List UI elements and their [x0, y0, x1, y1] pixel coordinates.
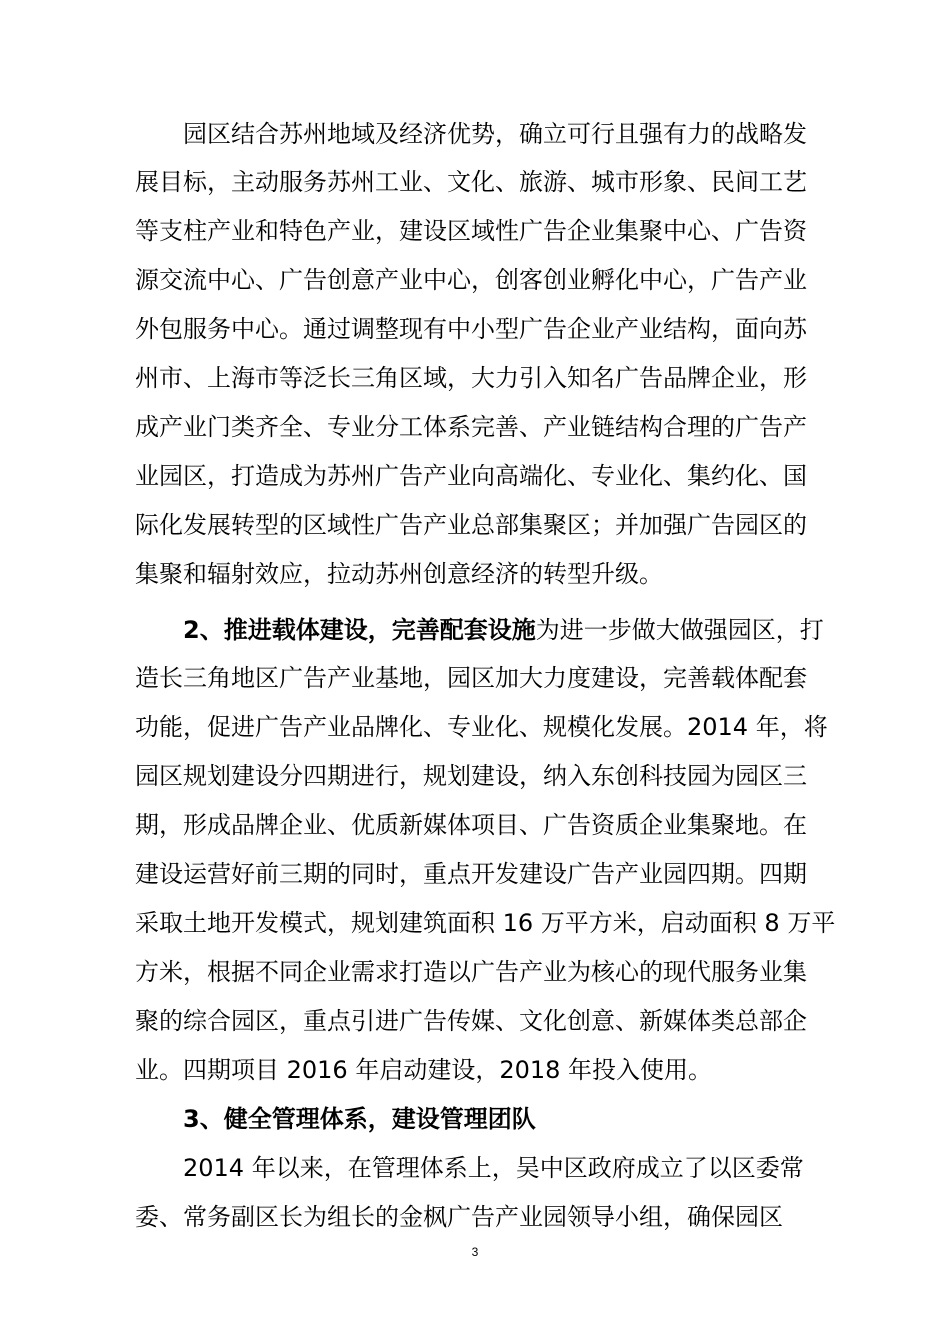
text-line: 聚的综合园区，重点引进广告传媒、文化创意、新媒体类总部企 — [135, 1007, 807, 1035]
text-line: 等支柱产业和特色产业，建设区域性广告企业集聚中心、广告资 — [135, 217, 807, 245]
text-line: 委、常务副区长为组长的金枫广告产业园领导小组，确保园区 — [135, 1203, 783, 1231]
text-line: 业园区，打造成为苏州广告产业向高端化、专业化、集约化、国 — [135, 462, 807, 490]
text-line: 集聚和辐射效应，拉动苏州创意经济的转型升级。 — [135, 560, 663, 588]
text-line: 展目标，主动服务苏州工业、文化、旅游、城市形象、民间工艺 — [135, 168, 807, 196]
text-line: 外包服务中心。通过调整现有中小型广告企业产业结构，面向苏 — [135, 315, 807, 343]
text-line: 2014 年以来，在管理体系上，吴中区政府成立了以区委常 — [183, 1154, 804, 1182]
text-line: 园区结合苏州地域及经济优势，确立可行且强有力的战略发 — [183, 120, 807, 148]
page-number: 3 — [471, 1245, 479, 1259]
text-line: 功能，促进广告产业品牌化、专业化、规模化发展。2014 年，将 — [135, 713, 828, 741]
text-line: 州市、上海市等泛长三角区域，大力引入知名广告品牌企业，形 — [135, 364, 807, 392]
text-line — [183, 613, 824, 647]
text-line: 成产业门类齐全、专业分工体系完善、产业链结构合理的广告产 — [135, 413, 807, 441]
text-line: 际化发展转型的区域性广告产业总部集聚区；并加强广告园区的 — [135, 511, 807, 539]
text-line: 建设运营好前三期的同时，重点开发建设广告产业园四期。四期 — [135, 860, 807, 888]
text-line: 采取土地开发模式，规划建筑面积 16 万平方米，启动面积 8 万平 — [135, 909, 836, 937]
text-line: 园区规划建设分四期进行，规划建设，纳入东创科技园为园区三 — [135, 762, 807, 790]
text-line: 业。四期项目 2016 年启动建设，2018 年投入使用。 — [135, 1056, 713, 1084]
text-line: 源交流中心、广告创意产业中心，创客创业孵化中心，广告产业 — [135, 266, 807, 294]
text-line: 造长三角地区广告产业基地，园区加大力度建设，完善载体配套 — [135, 664, 807, 692]
text-line: 方米，根据不同企业需求打造以广告产业为核心的现代服务业集 — [135, 958, 807, 986]
section-heading: 3、健全管理体系，建设管理团队 — [183, 1105, 536, 1133]
text-line: 期，形成品牌企业、优质新媒体项目、广告资质企业集聚地。在 — [135, 811, 807, 839]
section-heading: 2、推进载体建设，完善配套设施 — [183, 616, 536, 644]
text-run: 为进一步做大做强园区，打 — [535, 616, 824, 644]
